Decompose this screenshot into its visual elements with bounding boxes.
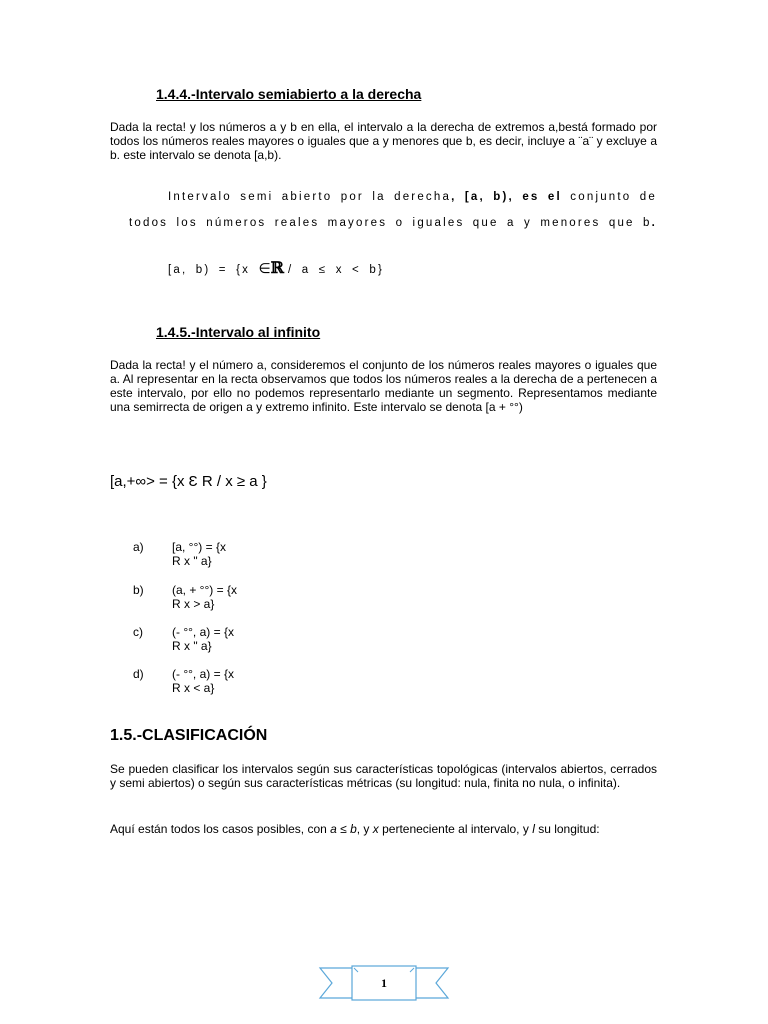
item-label: b) <box>133 583 144 597</box>
cases-variable-l: l <box>532 822 535 836</box>
list-item <box>133 667 333 695</box>
definition-es-el: , es el <box>508 191 562 203</box>
item-line-1: [a, °°) = {x <box>172 540 226 554</box>
definition-text: Intervalo semi abierto por la derecha <box>168 191 452 203</box>
cases-text: perteneciente al intervalo, y <box>378 822 533 836</box>
item-label: c) <box>133 625 143 639</box>
definition-text-2: todos los números reales mayores o iguales que a y menores que b <box>129 217 652 229</box>
item-line-1: (- °°, a) = {x <box>172 667 234 681</box>
cases-text: Aquí están todos los casos posibles, con <box>110 822 331 836</box>
page-number-banner <box>318 964 450 1004</box>
cases-text: , y <box>356 822 373 836</box>
definition-interval: , [a, b) <box>451 191 509 203</box>
cases-text: su longitud: <box>534 822 600 836</box>
item-line-2: R x " a} <box>172 554 212 568</box>
formula-left: [a, b) = {x <box>168 264 259 276</box>
heading-1-5: 1.5.-CLASIFICACIÓN <box>110 727 268 744</box>
reals-symbol: ℝ <box>270 258 284 277</box>
list-item <box>133 625 333 653</box>
definition-line-2 <box>129 217 657 229</box>
page-number: 1 <box>381 976 387 990</box>
paragraph-1-4-5: Dada la recta! y el número a, consideremos el conjunto de los números reales mayores o iguales que a. Al representar en la recta observamos que todos los números reales a la derecha de a pertenecen a este intervalo, por ello no podemos representarlo mediante un segmento. Representamos mediante una semirrecta de origen a y extremo infinito. Este intervalo se denota [a + °°) <box>110 358 657 414</box>
formula-infinite-interval: [a,+∞> = {x Ɛ R / x ≥ a } <box>110 473 267 490</box>
heading-1-4-5: 1.4.5.-Intervalo al infinito <box>156 324 321 340</box>
paragraph-1-4-4: Dada la recta! y los números a y b en ella, el intervalo a la derecha de extremos a,bestá formado por todos los números reales mayores o iguales que a y menores que b, es decir, incluye a ¨a¨ y excluye a b. este intervalo se denota [a,b). <box>110 120 657 162</box>
formula-half-open <box>168 258 384 277</box>
element-of-symbol: ∈ <box>258 260 271 276</box>
item-label: d) <box>133 667 144 681</box>
list-item <box>133 583 333 611</box>
item-line-2: R x > a} <box>172 597 215 611</box>
cases-variable-x: x <box>372 822 379 836</box>
paragraph-1-5: Se pueden clasificar los intervalos según sus características topológicas (intervalos abiertos, cerrados y semi abiertos) o según sus características métricas (su longitud: nula, finita no nula, o infinita). <box>110 762 657 790</box>
item-line-2: R x " a} <box>172 639 212 653</box>
list-item <box>133 540 333 568</box>
definition-line-1 <box>168 191 657 203</box>
cases-condition: a ≤ b <box>330 822 357 836</box>
formula-right: / a ≤ x < b} <box>288 264 384 276</box>
item-line-2: R x < a} <box>172 681 215 695</box>
heading-1-4-4: 1.4.4.-Intervalo semiabierto a la derecha <box>156 86 422 102</box>
item-line-1: (a, + °°) = {x <box>172 583 237 597</box>
definition-period: . <box>651 217 658 229</box>
item-line-1: (- °°, a) = {x <box>172 625 234 639</box>
cases-sentence <box>110 822 670 836</box>
definition-conjunto: conjunto de <box>561 191 657 203</box>
item-label: a) <box>133 540 144 554</box>
